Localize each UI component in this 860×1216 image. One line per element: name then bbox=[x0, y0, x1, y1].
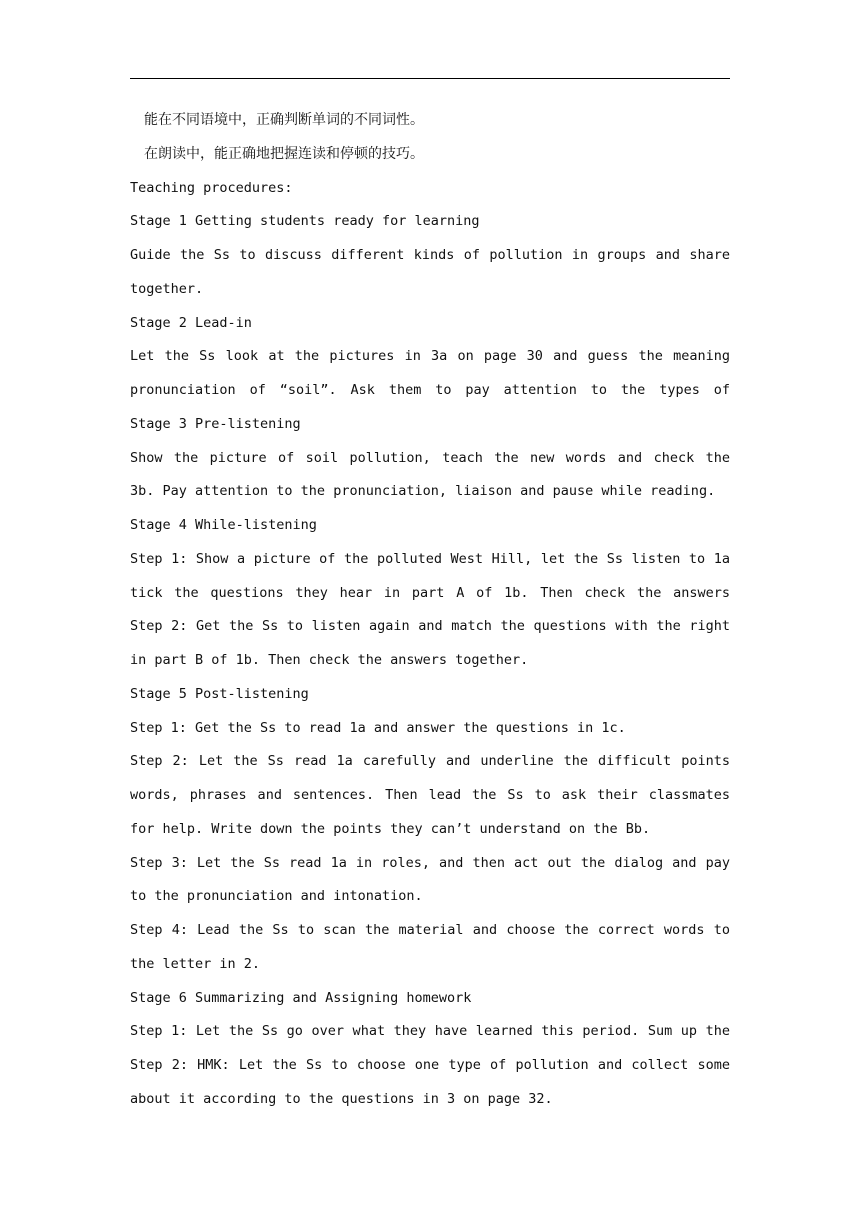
stage-2-title: Stage 2 Lead-in bbox=[130, 314, 252, 331]
stage-2-text-line: Let the Ss look at the pictures in 3a on page 30 and guess the meaning bbox=[130, 348, 730, 365]
stage-5-text-line: Step 2: Let the Ss read 1a carefully and underline the difficult points bbox=[130, 753, 730, 770]
stage-4-text-line: in part B of 1b. Then check the answers together. bbox=[130, 652, 529, 668]
stage-3-text-line: 3b. Pay attention to the pronunciation, liaison and pause while reading. bbox=[130, 483, 716, 500]
stage-5-text-line: Step 3: Let the Ss read 1a in roles, and then act out the dialog and pay bbox=[130, 854, 730, 871]
stage-5-text-line: to the pronunciation and intonation. bbox=[130, 888, 423, 905]
stage-3-title: Stage 3 Pre-listening bbox=[130, 415, 301, 432]
stage-1-title: Stage 1 Getting students ready for learning bbox=[130, 213, 480, 230]
header-rule bbox=[130, 78, 730, 79]
stage-6-text-line: Step 1: Let the Ss go over what they have learned this period. Sum up the bbox=[130, 1023, 730, 1040]
stage-6-title: Stage 6 Summarizing and Assigning homework bbox=[130, 989, 472, 1006]
stage-4-text-line: tick the questions they hear in part A of 1b. Then check the answers bbox=[130, 584, 730, 601]
stage-4-title: Stage 4 While-listening bbox=[130, 517, 317, 533]
stage-1-text-line: together. bbox=[130, 280, 204, 297]
objective-1: 能在不同语境中，正确判断单词的不同词性。 bbox=[144, 112, 424, 128]
stage-5-text-line: Step 4: Lead the Ss to scan the material and choose the correct words to bbox=[130, 922, 730, 938]
stage-1-text-line: Guide the Ss to discuss different kinds of pollution in groups and share bbox=[130, 247, 730, 263]
stage-5-text-line: for help. Write down the points they can’t understand on the Bb. bbox=[130, 820, 651, 837]
stage-2-text-line: pronunciation of “soil”. Ask them to pay attention to the types of bbox=[130, 382, 730, 398]
stage-4-text-line: Step 1: Show a picture of the polluted West Hill, let the Ss listen to 1a bbox=[130, 550, 730, 567]
stage-5-text-line: words, phrases and sentences. Then lead the Ss to ask their classmates bbox=[130, 787, 730, 803]
stage-5-text-line: Step 1: Get the Ss to read 1a and answer the questions in 1c. bbox=[130, 719, 626, 736]
procedures-heading: Teaching procedures: bbox=[130, 179, 293, 196]
stage-6-text-line: about it according to the questions in 3 on page 32. bbox=[130, 1090, 553, 1107]
stage-5-text-line: the letter in 2. bbox=[130, 955, 261, 972]
stage-3-text-line: Show the picture of soil pollution, teach the new words and check the bbox=[130, 449, 730, 466]
document-body bbox=[130, 104, 730, 1117]
stage-6-text-line: Step 2: HMK: Let the Ss to choose one type of pollution and collect some bbox=[130, 1057, 730, 1073]
objective-2: 在朗读中，能正确地把握连读和停顿的技巧。 bbox=[144, 145, 424, 162]
stage-5-title: Stage 5 Post-listening bbox=[130, 685, 309, 702]
stage-4-text-line: Step 2: Get the Ss to listen again and match the questions with the right bbox=[130, 618, 730, 635]
